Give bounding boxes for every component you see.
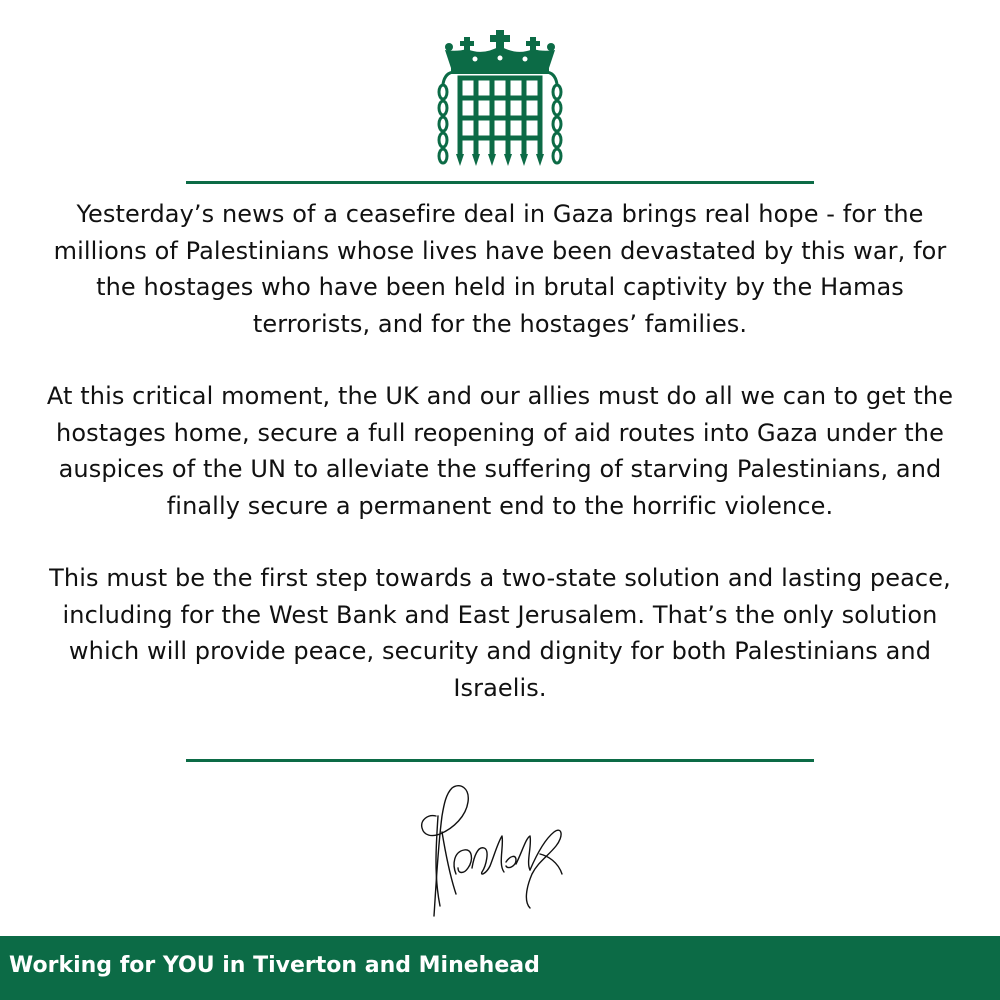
portcullis-logo-icon bbox=[435, 28, 565, 170]
footer-banner bbox=[0, 936, 1000, 1000]
statement-paragraph-1: Yesterday’s news of a ceasefire deal in Gaza brings real hope - for the millions of Palestinians whose lives have been devastated by this war, for the hostages who have been held in brutal captivity by the Hamas terrorists, and for the hostages’ families. bbox=[53, 200, 947, 338]
statement-paragraph-2: At this critical moment, the UK and our allies must do all we can to get the hostages home, secure a full reopening of aid routes into Gaza under the auspices of the UN to alleviate the suffering of starving Palestinians, and finally secure a permanent end to the horrific violence. bbox=[46, 382, 954, 520]
handwritten-signature-icon bbox=[412, 776, 572, 924]
statement-paragraph-3: This must be the first step towards a two-state solution and lasting peace, including for the West Bank and East Jerusalem. That’s the only solution which will provide peace, security and dignity for both Palestinians and Israelis. bbox=[49, 564, 951, 702]
statement-body bbox=[40, 196, 960, 706]
top-divider bbox=[186, 181, 814, 184]
bottom-divider bbox=[186, 759, 814, 762]
footer-tagline: Working for YOU in Tiverton and Minehead bbox=[9, 953, 540, 978]
